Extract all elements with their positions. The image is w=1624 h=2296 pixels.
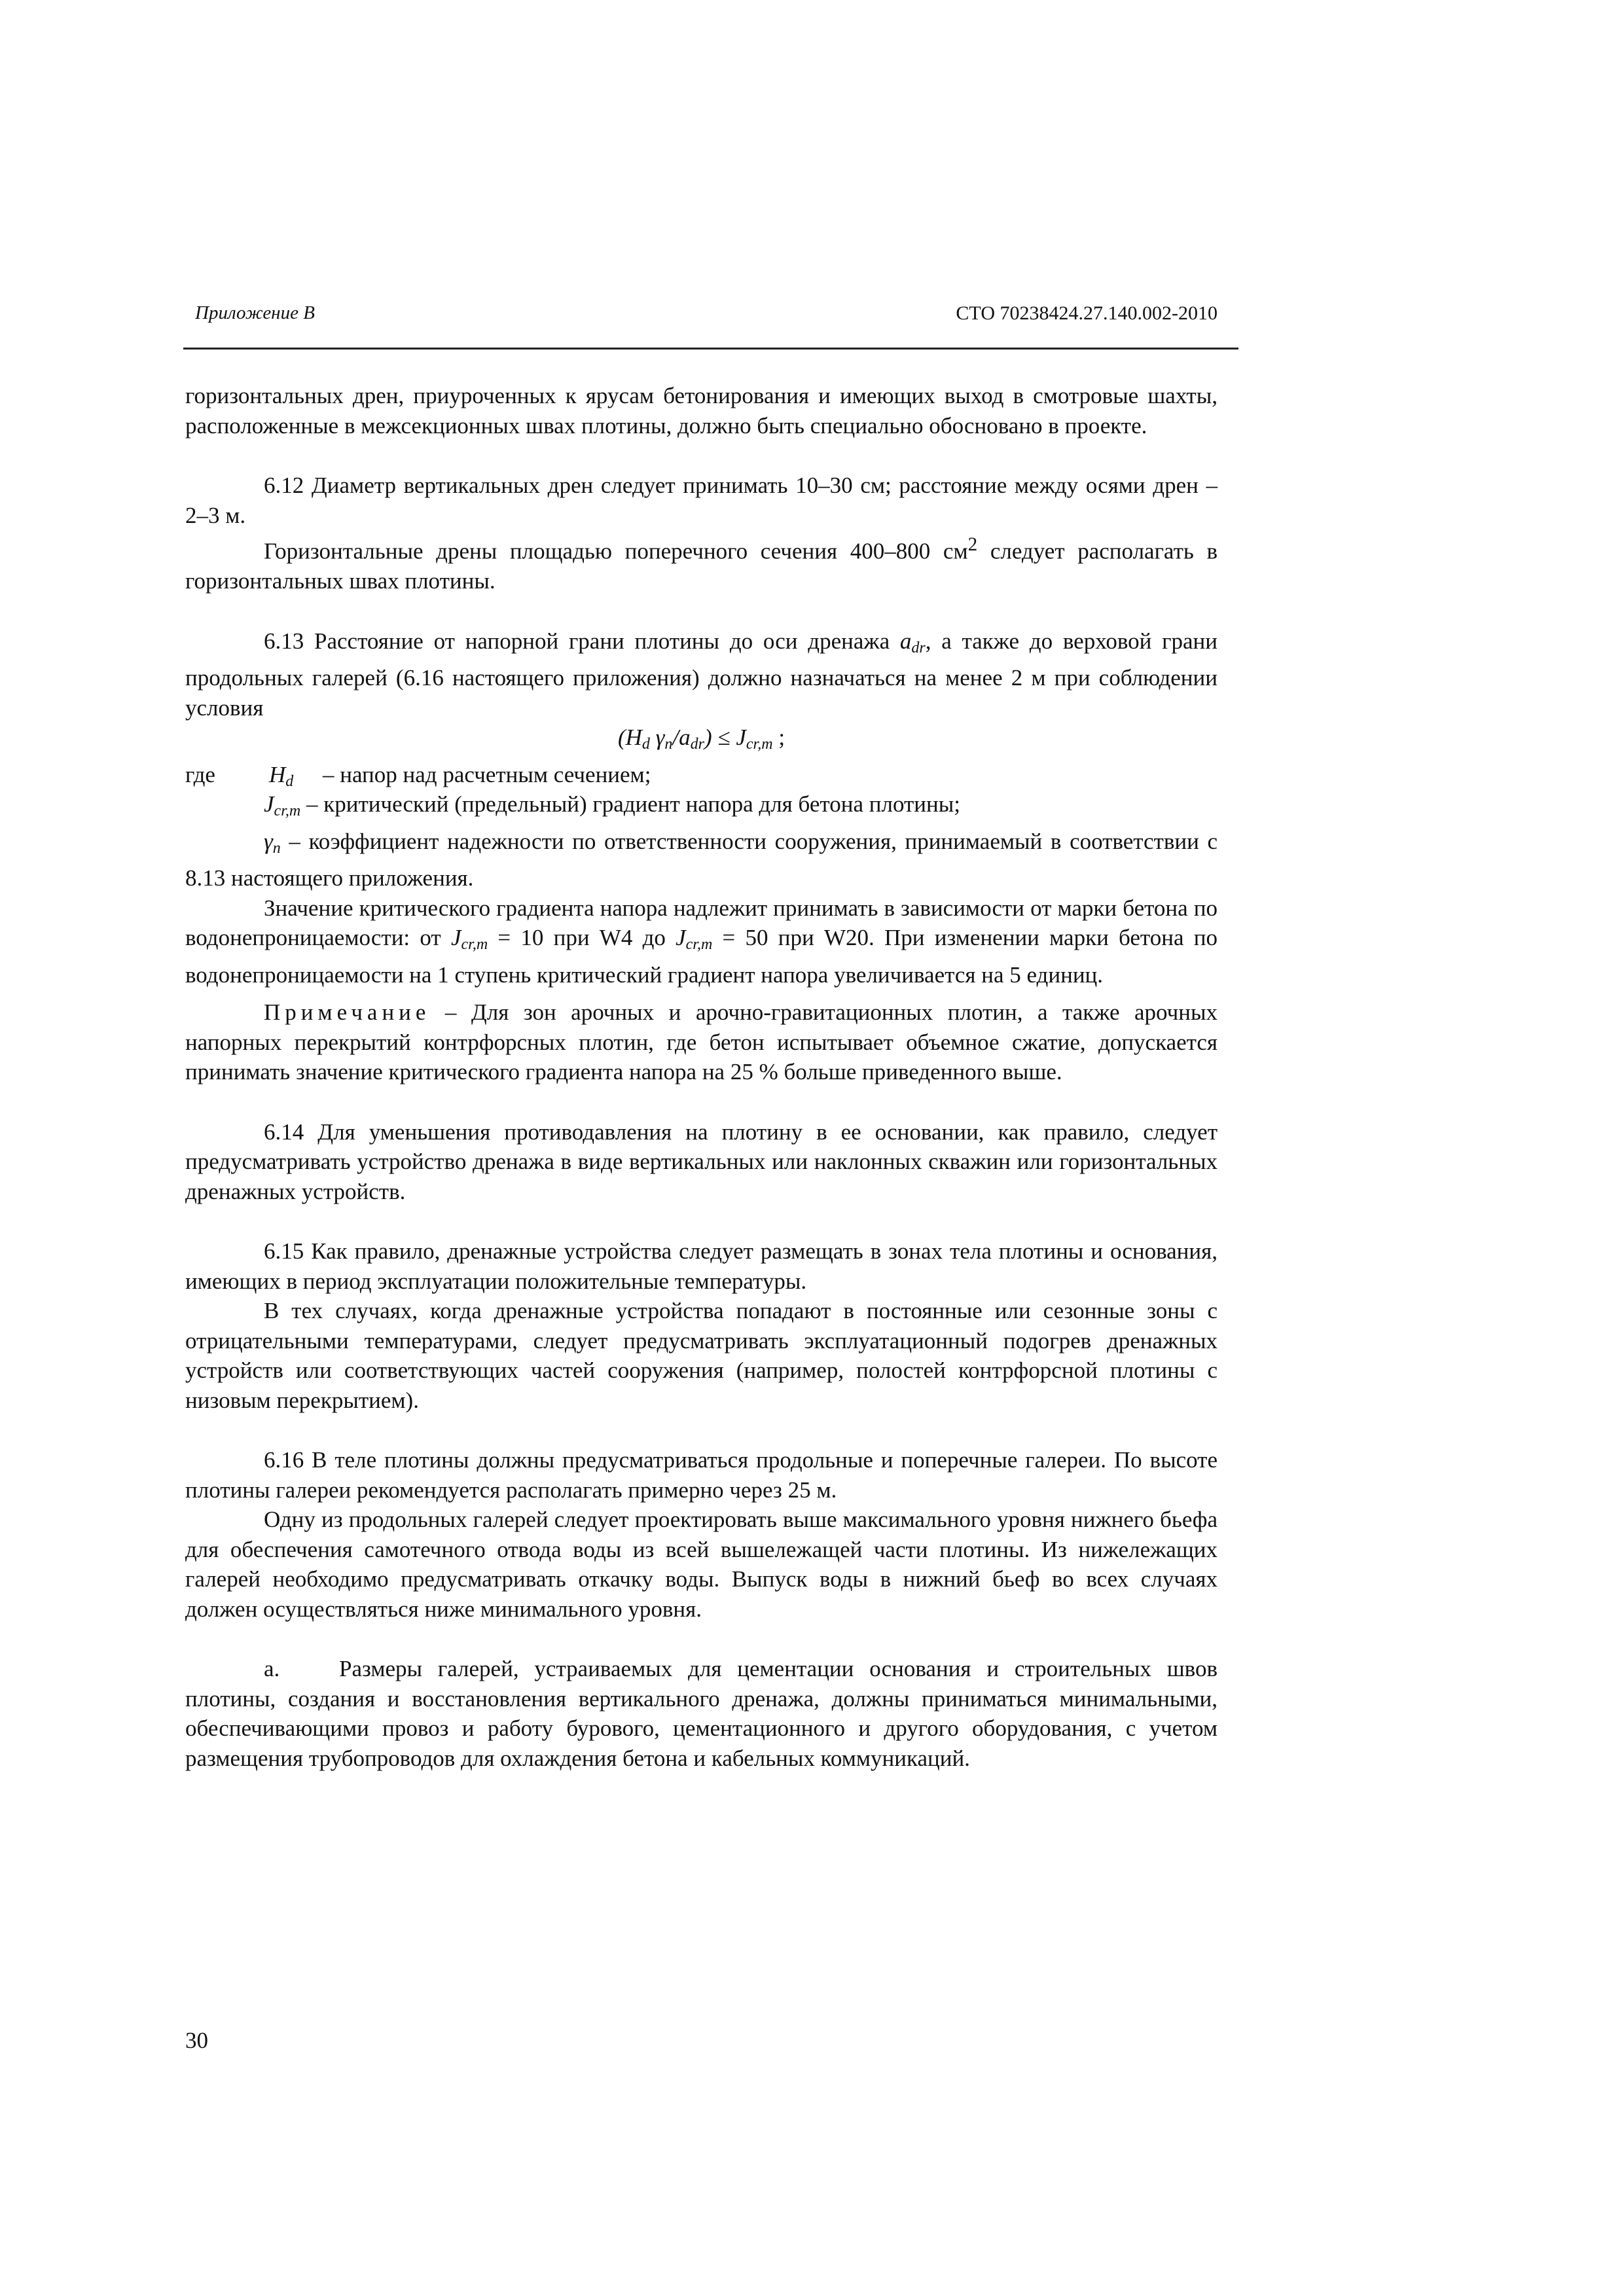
text-fragment: следует располагать в горизонтальных швах плотины. — [185, 538, 1218, 594]
list-item-a — [185, 1654, 1218, 1773]
running-header — [183, 302, 1237, 336]
formula-subscript: n — [664, 736, 673, 753]
symbol-letter: J — [450, 925, 461, 951]
note-label: Примечание — [264, 999, 431, 1026]
text-fragment: = 10 при W4 до — [488, 925, 676, 951]
paragraph-6-14: 6.14 Для уменьшения противодавления на плотину в ее основании, как правило, следует предусматривать устройство дренажа в виде вертикальных или наклонных скважин или горизонтальных дренажных устройств. — [185, 1119, 1218, 1204]
paragraph-critical-gradient — [185, 893, 1218, 990]
formula-part: γ — [649, 725, 665, 751]
paragraph-6-16: 6.16 В теле плотины должны предусматриваться продольные и поперечные галереи. По высоте плотины галереи рекомендуется располагать примерно через 25 м. — [185, 1447, 1218, 1503]
formula-subscript: d — [641, 736, 650, 753]
symbol-subscript: cr,m — [685, 936, 713, 954]
definition-text: – коэффициент надежности по ответственности сооружения, принимаемый в соответствии с 8.13 настоящего приложения. — [185, 828, 1218, 891]
formula-part: ) ≤ J — [704, 725, 746, 751]
symbol-letter: H — [269, 761, 286, 787]
appendix-label: Приложение В — [195, 302, 315, 323]
standard-number: СТО 70238424.27.140.002-2010 — [956, 302, 1218, 324]
symbol — [450, 925, 488, 954]
paragraph-6-13 — [185, 626, 1218, 723]
text-fragment: 6.13 Расстояние от напорной грани плотины до оси дренажа — [264, 628, 900, 654]
symbol-letter: a — [899, 628, 912, 654]
symbol-subscript: cr,m — [274, 802, 301, 820]
paragraph-6-12: 6.12 Диаметр вертикальных дрен следует принимать 10–30 см; расстояние между осями дрен – 2–3 м. — [185, 473, 1218, 528]
paragraph-continuation: горизонтальных дрен, приуроченных к ярусам бетонирования и имеющих выход в смотровые шахты, расположенные в межсекционных швах плотины, должно быть специально обосновано в проекте. — [185, 383, 1218, 439]
formula-part: (H — [617, 725, 642, 751]
symbol-subscript: d — [285, 772, 294, 790]
text-fragment: Горизонтальные дрены площадью поперечного сечения 400–800 см — [264, 538, 968, 564]
paragraph-6-15: 6.15 Как правило, дренажные устройства следует размещать в зонах тела плотины и основания, имеющих в период эксплуатации положительные температуры. — [185, 1238, 1218, 1294]
symbol-subscript: dr — [911, 639, 926, 656]
formula — [185, 723, 1218, 760]
symbol-letter: J — [676, 925, 686, 951]
symbol-subscript: n — [272, 839, 281, 857]
header-rule — [183, 348, 1238, 350]
page-number: 30 — [185, 2028, 208, 2053]
definition-row — [185, 789, 1218, 827]
symbol-letter: J — [264, 791, 274, 817]
note-text: – Для зон арочных и арочно-гравитационных плотин, а также арочных напорных перекрытий контрфорсных плотин, где бетон испытывает объемное сжатие, допускается принимать значение критического градиента напора на 25 % больше приведенного выше. — [185, 999, 1218, 1085]
note-paragraph — [185, 997, 1218, 1087]
definition-text: – напор над расчетным сечением; — [323, 761, 651, 787]
formula-subscript: dr — [690, 736, 704, 753]
list-marker: а. — [264, 1656, 280, 1682]
definition-row — [185, 760, 1218, 790]
paragraph-6-12-horizontal-drains — [185, 530, 1218, 596]
paragraph-6-15-negative-temperatures: В тех случаях, когда дренажные устройства попадают в постоянные или сезонные зоны с отрицательными температурами, следует предусматривать эксплуатационный подогрев дренажных устройств или соответствующих частей сооружения (например, полостей контрфорсной плотины с низовым перекрытием). — [185, 1298, 1218, 1413]
symbol — [676, 925, 713, 954]
formula-part: /a — [672, 725, 691, 751]
symbol — [269, 760, 293, 797]
superscript: 2 — [967, 534, 978, 555]
paragraph-6-16-longitudinal-gallery: Одну из продольных галерей следует проектировать выше максимального уровня нижнего бьефа для обеспечения самотечного отвода воды из всей вышележащей части плотины. Из нижележащих галерей необходимо предусматривать откачку воды. Выпуск воды в нижний бьеф во всех случаях должен осуществляться ниже минимального уровня. — [185, 1507, 1218, 1622]
text-fragment: , а также до верховой грани продольных галерей (6.16 настоящего приложения) должно назначаться на менее 2 м при соблюдении условия — [185, 628, 1218, 721]
symbol — [900, 628, 926, 654]
text-fragment: = 50 при W20. При изменении марки бетона по водонепроницаемости на 1 ступень критический градиент напора увеличивается на 5 единиц. — [185, 925, 1218, 988]
where-word: где — [185, 761, 215, 787]
text-fragment: Значение критического градиента напора надлежит принимать в зависимости от марки бетона по водонепроницаемости: от — [185, 895, 1218, 951]
definition-row — [185, 827, 1218, 893]
document-body — [185, 381, 1218, 1773]
formula-subscript: cr,m — [746, 736, 773, 753]
symbol — [264, 828, 281, 857]
symbol-letter: γ — [264, 828, 273, 854]
symbol-subscript: cr,m — [461, 936, 488, 954]
formula-part: ; — [772, 725, 785, 751]
list-item-text: Размеры галерей, устраиваемых для цементации основания и строительных швов плотины, создания и восстановления вертикального дренажа, должны приниматься минимальными, обеспечивающими провоз и работу бурового, цементационного и другого оборудования, с учетом размещения трубопроводов для охлаждения бетона и кабельных коммуникаций. — [185, 1656, 1218, 1771]
definition-text: – критический (предельный) градиент напора для бетона плотины; — [300, 791, 960, 817]
